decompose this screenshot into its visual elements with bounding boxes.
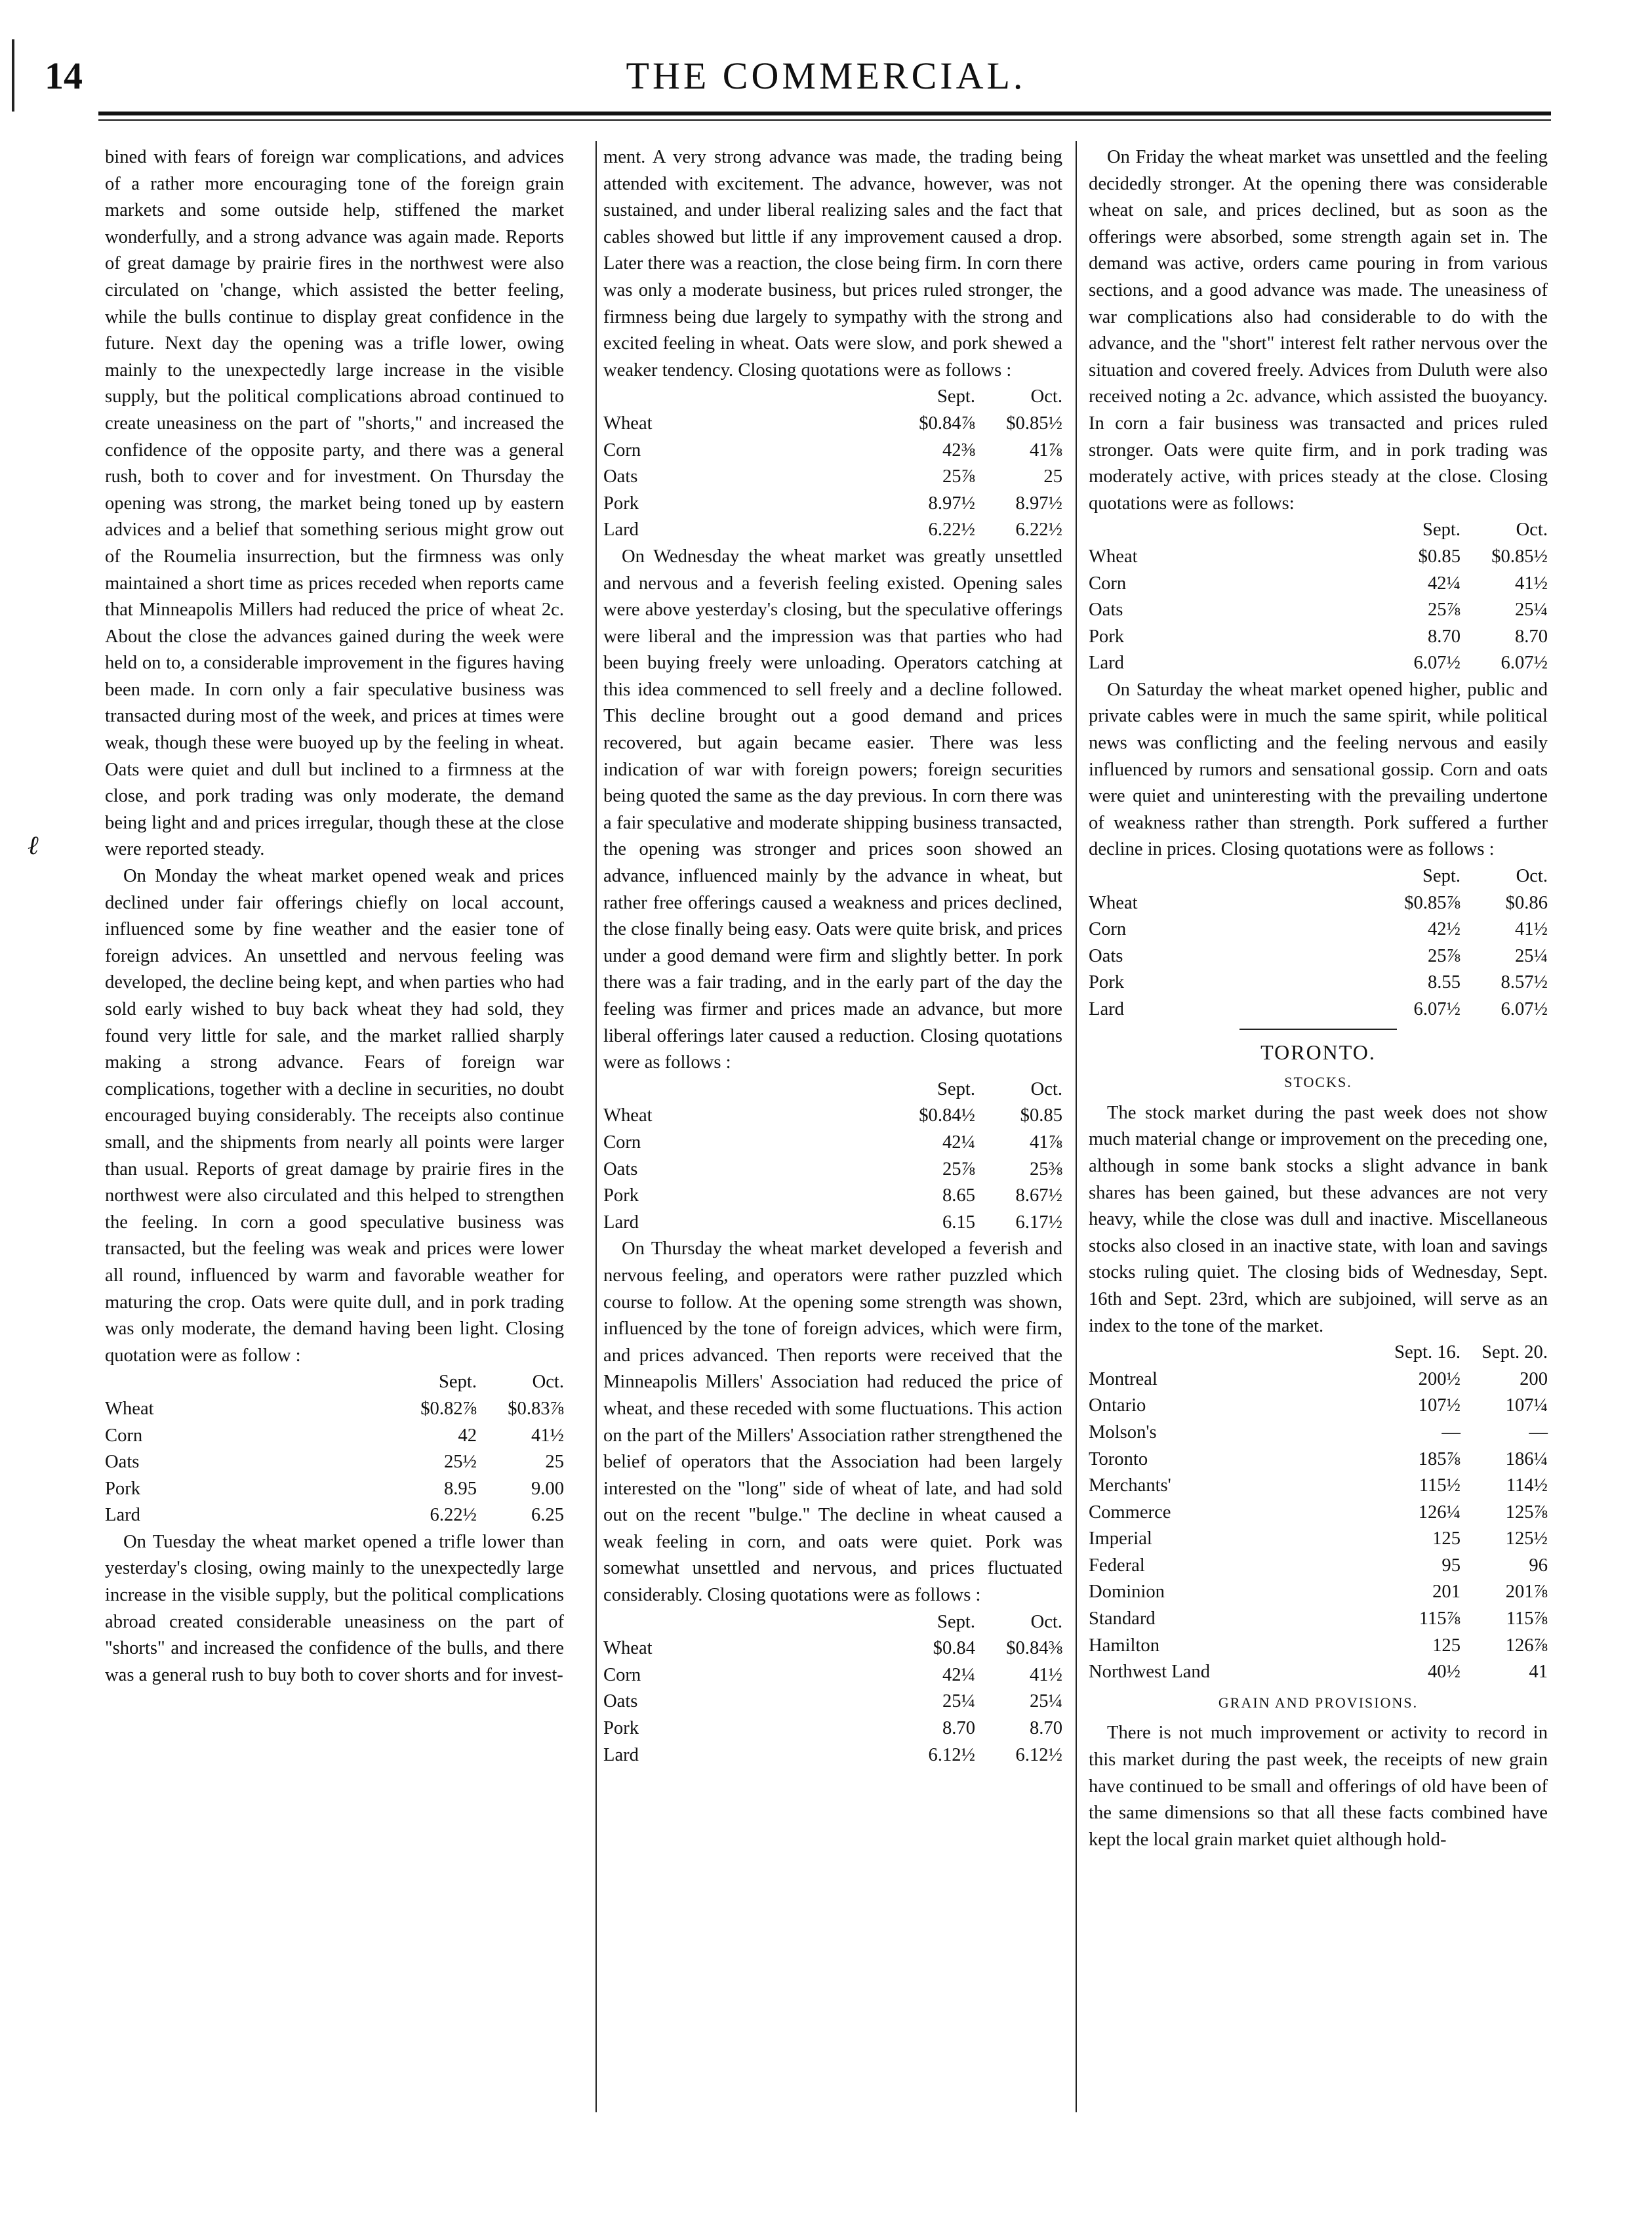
commodity-name: Montreal [1089,1368,1158,1389]
quote-value: 42¼ [942,1132,975,1153]
table-row [603,491,1062,518]
stocks-table [1089,1340,1548,1686]
table-row [603,1689,1062,1715]
quotations-table [603,1609,1062,1769]
paragraph: On Thursday the wheat market developed a feverish and nervous feeling, and operators were rather puzzled which course to follow. At the opening some strength was shown, influenced by the tone of foreign advices, which were firm, and prices advanced. Then reports were received that the Minneapolis Millers' Association had reduced the price of wheat, and these receded with some fluctuations. This action on the part of the Millers' Association rather strengthened the belief of operators that the Association had been largely interested on the "long" side of wheat of late, and had sold out on the recent "bulge." The decline in wheat caused a weak feeling in corn, and oats were quiet. Pork was somewhat unsettled and nervous, and prices fluctuated considerably. Closing quotations were as follows : [603,1239,1062,1606]
column-header: Sept. [1422,866,1461,887]
masthead-title: THE COMMERCIAL. [626,54,1026,97]
commodity-name: Oats [603,1158,638,1179]
paragraph: On Saturday the wheat market opened higher, public and private cables were in much the same spirit, while political news was conflicting and the feeling nervous and easily influenced by rumors and sensational gossip. Corn and oats were quiet and uninteresting with the prevailing undertone of weakness rather than strength. Pork suffered a further decline in prices. Closing quotations were as follows : [1089,679,1548,860]
table-row [1089,970,1548,996]
commodity-name: Corn [1089,573,1127,594]
quote-value: 8.57½ [1501,972,1548,993]
table-row [105,1476,564,1503]
quote-value: 115½ [1419,1475,1461,1496]
quote-value: 6.12½ [928,1744,975,1765]
quote-value: $0.82⅞ [420,1398,477,1419]
column-header: Sept. 20. [1481,1342,1548,1363]
quotations-table [105,1369,564,1529]
table-row [1089,1553,1548,1580]
table-row [603,1130,1062,1157]
column-header: Sept. [439,1372,477,1393]
paragraph: ment. A very strong advance was made, the trading being attended with excitement. The advance, however, was not sustained, and under liberal realizing sales and the fact that cables showed but little if any improvement caused a drop. Later there was a reaction, the close being firm. In corn there was only a moderate business, but prices ruled stronger, the firmness being due largely to sympathy with the strong and excited feeling in wheat. Oats were slow, and pork shewed a weaker tendency. Closing quotations were as follows : [603,147,1062,380]
table-row [1089,597,1548,624]
paragraph: On Monday the wheat market opened weak and prices declined under fair offerings chiefly on local account, influenced some by fine weather and the easier tone of foreign advices. An unsettled and nervous feeling was developed, the decline being kept, and when parties who had sold early wished to buy back wheat they had sold, they found very little for sale, and the market rallied sharply making a strong advance. Fears of foreign war complications, together with a decline in securities, no doubt encouraged buying considerably. The receipts also continue small, and the shipments from nearly all points were larger than usual. Reports of great damage by prairie fires in the northwest were also circulated and this helped to strengthen the feeling. In corn a good speculative business was transacted, but the feeling was weak and prices were lower all round, influenced by warm and favorable weather for maturing the crop. Oats were quite dull, and in pork trading was only moderate, the demand having been light. Closing quotation were as follow : [105,866,564,1366]
quote-value: 125 [1432,1528,1461,1549]
commodity-name: Lard [105,1505,140,1526]
paragraph: There is not much improvement or activity to record in this market during the past week, the receipts of new grain have continued to be small and offerings of old have been of the same dimensions so that all these facts combined have kept the local grain market quiet although hold- [1089,1723,1548,1850]
quote-value: 186¼ [1505,1448,1548,1469]
quote-value: 8.70 [1029,1718,1062,1739]
quote-value: $0.86 [1505,892,1548,913]
quote-value: 41½ [1029,1664,1062,1685]
quote-value: 96 [1529,1555,1548,1576]
quote-value: 125 [1432,1635,1461,1656]
table-row [603,1183,1062,1210]
commodity-name: Northwest Land [1089,1662,1211,1683]
column-header: Oct. [532,1372,564,1393]
table-row [1089,1633,1548,1660]
commodity-name: Pork [1089,972,1125,993]
table-row [1089,1579,1548,1606]
quote-value: 8.65 [942,1185,975,1206]
table-row [1089,996,1548,1023]
quote-value: 25 [545,1452,564,1473]
header-spacer [603,1076,888,1103]
paragraph: On Wednesday the wheat market was greatly unsettled and nervous and a feverish feeling existed. Opening sales were above yesterday's closing, but the speculative offerings were liberal and the impression was that parties who had been buying freely were unloading. Operators catching at this idea commenced to sell freely and a decline followed. This decline brought out a good demand and prices recovered, but again became easier. There was less indication of war with foreign powers; foreign securities being quoted the same as the day previous. In corn there was a fair speculative and moderate shipping business transacted, the opening was stronger and prices soon showed an advance, influenced mainly by the advance in wheat, but rather free offerings caused a weakness and prices declined, the close finally being easy. Oats were quite brisk, and prices under a good demand were firm and slightly better. In pork there was a fair trading, and in the early part of the day the feeling was firmer and prices made an advance, but more liberal offerings later caused a reduction. Closing quotations were as follows : [603,546,1062,1073]
quote-value: 8.70 [1514,626,1548,647]
quote-value: $0.85 [1418,546,1461,567]
table-header-row [603,1609,1062,1636]
table-row [1089,1659,1548,1686]
column-header: Sept. 16. [1394,1342,1461,1363]
commodity-name: Pork [105,1478,141,1499]
table-row [603,517,1062,544]
commodity-name: Wheat [603,413,653,434]
quote-value: 201 [1432,1582,1461,1603]
quote-value: 41½ [1514,573,1548,594]
quote-value: 115⅞ [1506,1608,1548,1629]
commodity-name: Pork [1089,626,1125,647]
table-row [1089,1393,1548,1420]
table-row [1089,571,1548,598]
quote-value: 6.22½ [1015,520,1062,541]
table-row [105,1396,564,1423]
table-row [603,1103,1062,1130]
quote-value: 6.12½ [1015,1744,1062,1765]
column-header: Oct. [1030,386,1062,407]
quote-value: 25 [1043,466,1062,487]
table-row [105,1449,564,1476]
commodity-name: Wheat [603,1638,653,1659]
quote-value: 25¼ [1029,1691,1062,1712]
quote-value: 6.07½ [1413,653,1461,674]
commodity-name: Dominion [1089,1582,1165,1603]
quote-value: 6.17½ [1015,1212,1062,1233]
table-row [1089,1500,1548,1526]
commodity-name: Pork [603,1718,639,1739]
quotations-table [603,1076,1062,1237]
header-rule-thin [98,119,1551,121]
table-row [1089,890,1548,917]
subsection-title: GRAIN AND PROVISIONS. [1218,1694,1419,1711]
commodity-name: Oats [105,1452,140,1473]
commodity-name: Wheat [1089,892,1138,913]
commodity-name: Corn [105,1425,143,1446]
column-header: Oct. [1030,1078,1062,1099]
paragraph: bined with fears of foreign war complications, and advices of a rather more encouraging tone of the foreign grain markets and some outside help, stiffened the market wonderfully, and a strong advance was again made. Reports of great damage by prairie fires in the northwest were also circulated on 'change, which assisted the better feeling, while the bulls continue to display great confidence in the future. Next day the opening was a trifle lower, owing mainly to the unexpectedly large increase in the visible supply, but the political complications abroad continued to create uneasiness on the part of "shorts," and increased the confidence of the opposite party, and there was a general rush, both to cover and for investment. On Thursday the opening was strong, the market being toned up by eastern advices and a belief that something serious might grow out of the Roumelia insurrection, but the firmness was only maintained a short time as prices receded when reports came that Minneapolis Millers had reduced the price of wheat 2c. About the close the advances gained during the week were held on to, a considerable improvement in the figures having been made. In corn only a fair speculative business was transacted during most of the week, and prices at times were weak, though these were buoyed up by the feeling in wheat. Oats were quiet and dull but inclined to a firmness at the close, and pork trading was only moderate, the demand being light and and prices irregular, though these at the close were reported steady. [105,147,564,860]
quote-value: 6.07½ [1501,653,1548,674]
column-divider [595,141,597,2112]
commodity-name: Corn [1089,919,1127,940]
quote-value: 95 [1441,1555,1461,1576]
quote-value: 41½ [1514,919,1548,940]
quote-value: 42⅜ [942,440,975,461]
table-row [1089,1446,1548,1473]
header-spacer [1089,1340,1373,1366]
section-title: TORONTO. [1260,1040,1376,1064]
quote-value: 6.07½ [1501,999,1548,1019]
commodity-name: Standard [1089,1608,1156,1629]
table-header-row [105,1369,564,1396]
column-header: Oct. [1030,1611,1062,1632]
table-row [603,1635,1062,1662]
paragraph: On Friday the wheat market was unsettled and the feeling decidedly stronger. At the opening there was considerable wheat on sale, and prices declined, but as soon as the offerings were absorbed, some strength again set in. The demand was active, orders came pouring in from various sections, and a good advance was made. The uneasiness of war complications also had considerable to do with the advance, and the "short" interest felt rather nervous over the situation and covered freely. Advices from Duluth were also received noting a 2c. advance, which assisted the buoyancy. In corn a fair business was transacted and prices ruled stronger. Oats were quite firm, and in pork trading was moderately active, with prices steady at the close. Closing quotations were as follows: [1089,147,1548,514]
quote-value: $0.84½ [919,1105,975,1126]
quote-value: 42½ [1427,919,1461,940]
table-row [1089,1526,1548,1553]
commodity-name: Corn [603,1132,641,1153]
commodity-name: Wheat [603,1105,653,1126]
quote-value: 6.22½ [928,520,975,541]
header-spacer [1089,863,1373,890]
quotations-table [603,384,1062,544]
quote-value: 185⅞ [1418,1448,1461,1469]
column-header: Sept. [937,1611,975,1632]
quote-value: 25⅞ [1427,945,1461,966]
quote-value: 8.70 [942,1718,975,1739]
quote-value: 41½ [531,1425,564,1446]
quote-value: 8.97½ [1015,493,1062,514]
quote-value: $0.84⅞ [919,413,975,434]
quote-value: 41⅞ [1029,440,1062,461]
quote-value: 125½ [1505,1528,1548,1549]
table-row [1089,1420,1548,1446]
quote-value: 25¼ [1514,945,1548,966]
quote-value: 201⅞ [1505,1582,1548,1603]
table-header-row [603,384,1062,411]
quote-value: 42¼ [942,1664,975,1685]
table-row [603,1742,1062,1769]
commodity-name: Lard [1089,653,1124,674]
commodity-name: Toronto [1089,1448,1148,1469]
commodity-name: Federal [1089,1555,1145,1576]
table-row [603,438,1062,464]
table-row [1089,650,1548,677]
header-spacer [105,1369,390,1396]
quote-value: $0.85½ [1006,413,1062,434]
quote-value: 9.00 [531,1478,564,1499]
column-header: Oct. [1516,866,1548,887]
commodity-name: Oats [603,466,638,487]
commodity-name: Imperial [1089,1528,1152,1549]
commodity-name: Oats [1089,600,1123,621]
subsection-title: STOCKS. [1284,1074,1352,1091]
commodity-name: Hamilton [1089,1635,1160,1656]
table-row [603,464,1062,491]
commodity-name: Molson's [1089,1422,1157,1443]
table-row [1089,1473,1548,1500]
commodity-name: Corn [603,440,641,461]
commodity-name: Lard [603,1212,639,1233]
commodity-name: Corn [603,1664,641,1685]
quote-value: 25¼ [1514,600,1548,621]
table-header-row [1089,863,1548,890]
header-spacer [603,384,888,411]
quote-value: 107¼ [1505,1395,1548,1416]
quote-value: $0.85½ [1491,546,1548,567]
quote-value: 200 [1520,1368,1548,1389]
quote-value: $0.83⅞ [508,1398,564,1419]
quote-value: 25⅞ [942,466,975,487]
page-number: 14 [45,54,83,97]
commodity-name: Commerce [1089,1502,1171,1523]
quote-value: 42¼ [1427,573,1461,594]
table-row [603,411,1062,438]
commodity-name: Merchants' [1089,1475,1171,1496]
commodity-name: Oats [1089,945,1123,966]
quote-value: 25⅜ [1029,1158,1062,1179]
quote-value: 114½ [1506,1475,1548,1496]
quote-value: 126⅞ [1505,1635,1548,1656]
quote-value: 107½ [1418,1395,1461,1416]
paragraph: The stock market during the past week does not show much material change or improvement on the preceding one, although in some bank stocks a slight advance in bank shares has been gained, but these advances are not very heavy, while the close was dull and inactive. Miscellaneous stocks also closed in an inactive state, with loan and savings stocks ruling quiet. The closing bids of Wednesday, Sept. 16th and Sept. 23rd, which are subjoined, will serve as an index to the tone of the market. [1089,1102,1548,1336]
quote-value: 125⅞ [1505,1502,1548,1523]
quote-value: 25½ [443,1452,477,1473]
quote-value: 8.95 [443,1478,477,1499]
column-3 [1089,144,1548,1853]
column-header: Sept. [1422,520,1461,541]
table-row [105,1502,564,1529]
quote-value: 25⅞ [942,1158,975,1179]
table-row [1089,943,1548,970]
commodity-name: Lard [603,1744,639,1765]
column-header: Sept. [937,1078,975,1099]
quote-value: — [1529,1422,1548,1443]
commodity-name: Pork [603,493,639,514]
quotations-table [1089,863,1548,1023]
commodity-name: Wheat [105,1398,154,1419]
table-row [1089,624,1548,651]
table-header-row [1089,1340,1548,1366]
quote-value: $0.84⅜ [1006,1638,1062,1659]
quote-value: 42 [458,1425,477,1446]
commodity-name: Lard [603,520,639,541]
quote-value: 41⅞ [1029,1132,1062,1153]
column-2 [603,144,1062,1769]
quotations-table [1089,517,1548,677]
quote-value: 6.15 [942,1212,975,1233]
table-row [1089,1606,1548,1633]
quote-value: 6.07½ [1413,999,1461,1019]
commodity-name: Ontario [1089,1395,1146,1416]
column-header: Oct. [1516,520,1548,541]
quote-value: 40½ [1427,1662,1461,1683]
quote-value: $0.84 [933,1638,975,1659]
table-row [603,1662,1062,1689]
quote-value: 6.22½ [430,1505,477,1526]
quote-value: 6.25 [531,1505,564,1526]
column-divider [1076,141,1077,2112]
header-spacer [1089,517,1373,544]
quote-value: 8.97½ [928,493,975,514]
table-header-row [603,1076,1062,1103]
quote-value: 8.67½ [1015,1185,1062,1206]
commodity-name: Lard [1089,999,1124,1019]
commodity-name: Pork [603,1185,639,1206]
quote-value: 126¼ [1418,1502,1461,1523]
header-rule [98,112,1551,115]
table-row [1089,1366,1548,1393]
quote-value: $0.85 [1020,1105,1062,1126]
column-header: Sept. [937,386,975,407]
table-header-row [1089,517,1548,544]
table-row [603,1157,1062,1183]
table-row [105,1423,564,1450]
quote-value: 25⅞ [1427,600,1461,621]
table-row [1089,916,1548,943]
header-spacer [603,1609,888,1636]
quote-value: 8.70 [1427,626,1461,647]
table-row [1089,544,1548,571]
margin-annotation: ℓ [28,830,39,860]
quote-value: — [1441,1422,1461,1443]
section-rule [1239,1029,1397,1030]
quote-value: 8.55 [1427,972,1461,993]
column-1 [105,144,564,1689]
commodity-name: Oats [603,1691,638,1712]
quote-value: 200½ [1418,1368,1461,1389]
paragraph: On Tuesday the wheat market opened a trifle lower than yesterday's closing, owing mainly to the unexpectedly large increase in the visible supply, but the political complications abroad created considerable uneasiness on the part of "shorts" and increased the confidence of the bulls, and there was a general rush to buy both to cover shorts and for invest- [105,1531,564,1685]
table-row [603,1210,1062,1237]
quote-value: 115⅞ [1419,1608,1461,1629]
quote-value: 25¼ [942,1691,975,1712]
quote-value: 41 [1529,1662,1548,1683]
commodity-name: Wheat [1089,546,1138,567]
quote-value: $0.85⅞ [1404,892,1461,913]
table-row [603,1715,1062,1742]
